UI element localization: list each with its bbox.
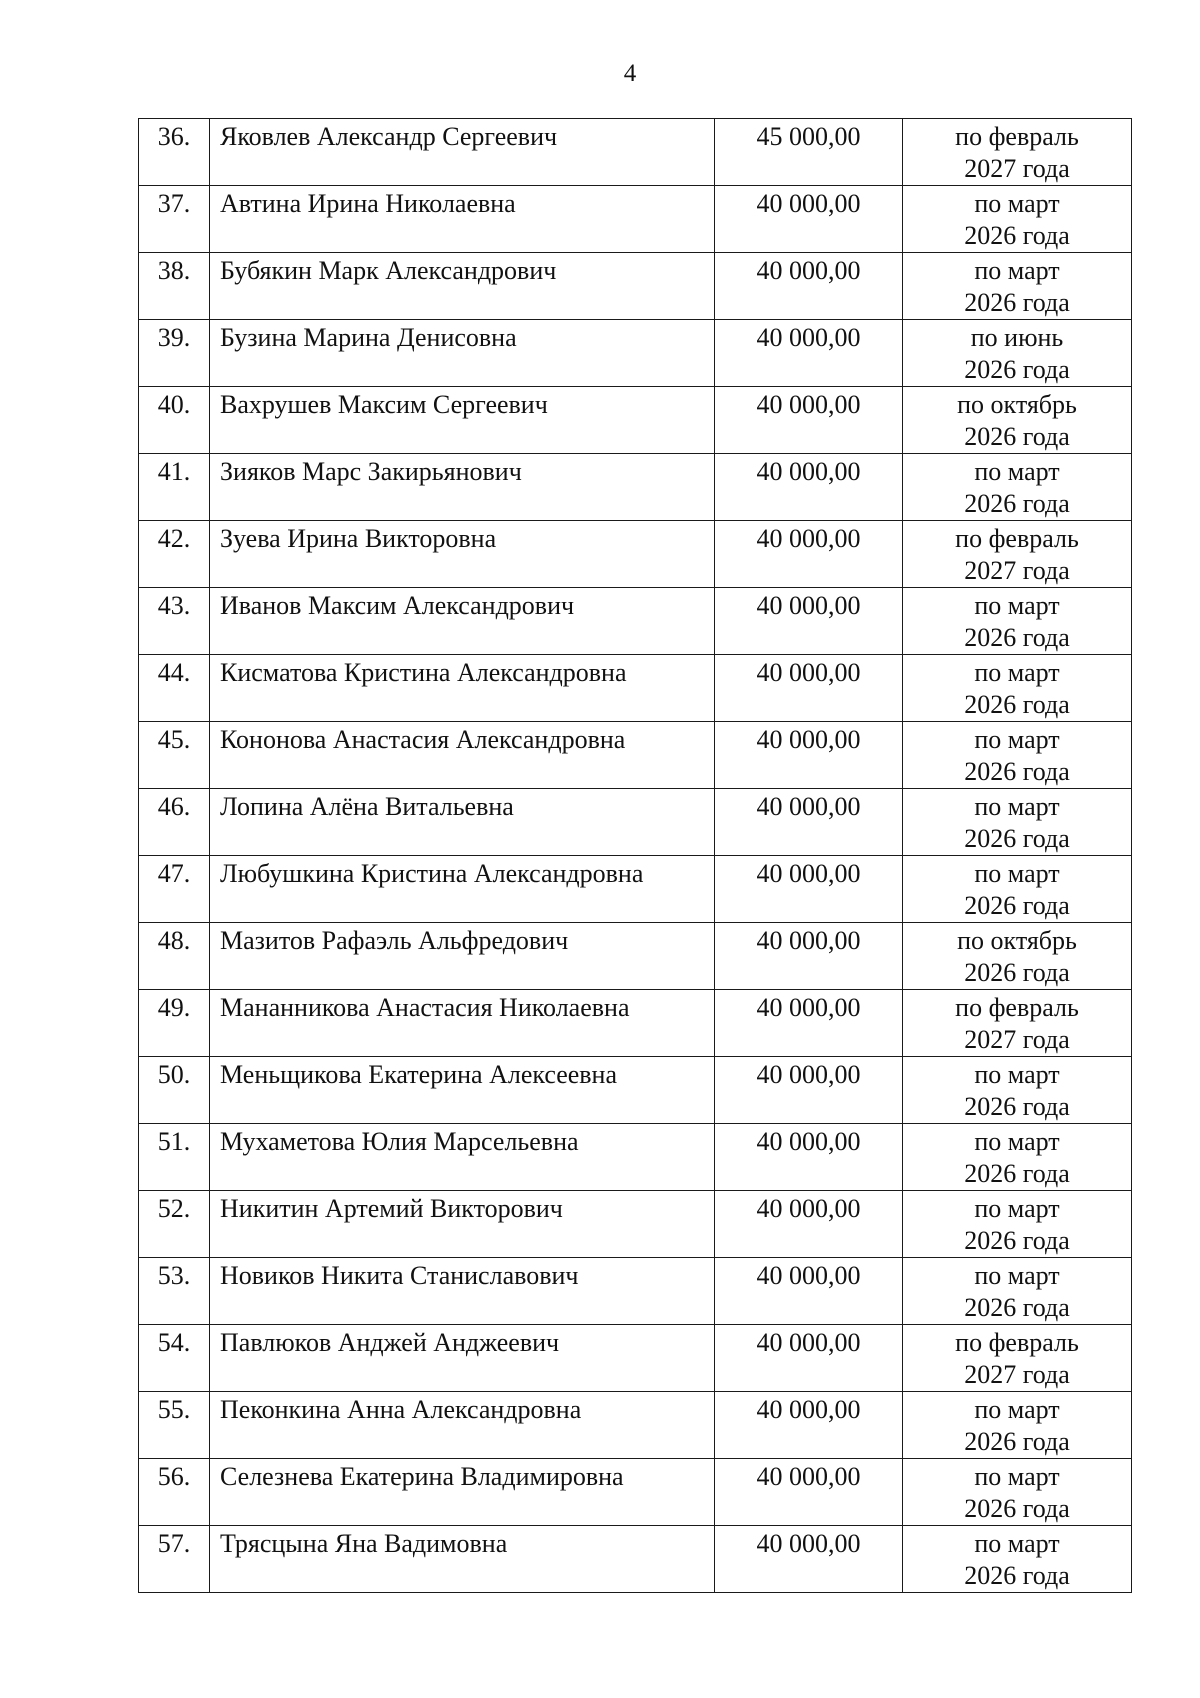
table-row: [139, 320, 1132, 387]
full-name: Любушкина Кристина Александровна: [210, 856, 715, 923]
full-name: Бубякин Марк Александрович: [210, 253, 715, 320]
term-year: 2026 года: [964, 1159, 1070, 1188]
full-name: Бузина Марина Денисовна: [210, 320, 715, 387]
amount: 40 000,00: [715, 186, 903, 253]
term: [903, 1124, 1132, 1191]
amount: 45 000,00: [715, 119, 903, 186]
term: [903, 186, 1132, 253]
term-year: 2026 года: [964, 958, 1070, 987]
term-period: по март: [974, 725, 1060, 754]
recipients-table-body: [139, 119, 1132, 1593]
row-number: 57.: [139, 1526, 210, 1593]
term-year: 2026 года: [964, 1427, 1070, 1456]
full-name: Автина Ирина Николаевна: [210, 186, 715, 253]
term: [903, 789, 1132, 856]
term: [903, 387, 1132, 454]
amount: 40 000,00: [715, 387, 903, 454]
row-number: 42.: [139, 521, 210, 588]
full-name: Яковлев Александр Сергеевич: [210, 119, 715, 186]
amount: 40 000,00: [715, 990, 903, 1057]
term-year: 2026 года: [964, 355, 1070, 384]
row-number: 49.: [139, 990, 210, 1057]
amount: 40 000,00: [715, 789, 903, 856]
table-row: [139, 722, 1132, 789]
amount: 40 000,00: [715, 454, 903, 521]
term-year: 2027 года: [964, 556, 1070, 585]
table-row: [139, 655, 1132, 722]
recipients-table: [138, 118, 1132, 1593]
term-period: по март: [974, 859, 1060, 888]
term: [903, 521, 1132, 588]
term-period: по март: [974, 792, 1060, 821]
table-row: [139, 789, 1132, 856]
term: [903, 454, 1132, 521]
row-number: 56.: [139, 1459, 210, 1526]
full-name: Пеконкина Анна Александровна: [210, 1392, 715, 1459]
amount: 40 000,00: [715, 655, 903, 722]
amount: 40 000,00: [715, 1325, 903, 1392]
table-row: [139, 588, 1132, 655]
term: [903, 1325, 1132, 1392]
amount: 40 000,00: [715, 722, 903, 789]
term: [903, 320, 1132, 387]
term-period: по февраль: [955, 524, 1079, 553]
term-period: по март: [974, 457, 1060, 486]
row-number: 53.: [139, 1258, 210, 1325]
row-number: 41.: [139, 454, 210, 521]
full-name: Иванов Максим Александрович: [210, 588, 715, 655]
full-name: Мухаметова Юлия Марсельевна: [210, 1124, 715, 1191]
amount: 40 000,00: [715, 1057, 903, 1124]
full-name: Кононова Анастасия Александровна: [210, 722, 715, 789]
page-number: 4: [623, 60, 637, 87]
term-year: 2026 года: [964, 1293, 1070, 1322]
amount: 40 000,00: [715, 923, 903, 990]
full-name: Мазитов Рафаэль Альфредович: [210, 923, 715, 990]
row-number: 45.: [139, 722, 210, 789]
full-name: Селезнева Екатерина Владимировна: [210, 1459, 715, 1526]
full-name: Новиков Никита Станиславович: [210, 1258, 715, 1325]
amount: 40 000,00: [715, 320, 903, 387]
table-row: [139, 1124, 1132, 1191]
term-period: по март: [974, 1462, 1060, 1491]
full-name: Зияков Марс Закирьянович: [210, 454, 715, 521]
full-name: Кисматова Кристина Александровна: [210, 655, 715, 722]
table-row: [139, 1325, 1132, 1392]
term-period: по март: [974, 591, 1060, 620]
term: [903, 253, 1132, 320]
row-number: 54.: [139, 1325, 210, 1392]
term-year: 2026 года: [964, 690, 1070, 719]
amount: 40 000,00: [715, 521, 903, 588]
table-row: [139, 454, 1132, 521]
term: [903, 990, 1132, 1057]
amount: 40 000,00: [715, 856, 903, 923]
amount: 40 000,00: [715, 1526, 903, 1593]
term-year: 2026 года: [964, 757, 1070, 786]
amount: 40 000,00: [715, 1392, 903, 1459]
amount: 40 000,00: [715, 1191, 903, 1258]
term-period: по октябрь: [957, 390, 1077, 419]
term: [903, 1526, 1132, 1593]
term-period: по март: [974, 189, 1060, 218]
term: [903, 722, 1132, 789]
term-year: 2026 года: [964, 422, 1070, 451]
full-name: Меньщикова Екатерина Алексеевна: [210, 1057, 715, 1124]
full-name: Трясцына Яна Вадимовна: [210, 1526, 715, 1593]
table-row: [139, 253, 1132, 320]
table-row: [139, 387, 1132, 454]
full-name: Павлюков Анджей Анджеевич: [210, 1325, 715, 1392]
full-name: Вахрушев Максим Сергеевич: [210, 387, 715, 454]
term-period: по октябрь: [957, 926, 1077, 955]
table-row: [139, 1191, 1132, 1258]
amount: 40 000,00: [715, 588, 903, 655]
term-period: по июнь: [970, 323, 1064, 352]
term-period: по март: [974, 1194, 1060, 1223]
term-year: 2026 года: [964, 1561, 1070, 1590]
table-row: [139, 856, 1132, 923]
term-period: по февраль: [955, 122, 1079, 151]
row-number: 40.: [139, 387, 210, 454]
row-number: 37.: [139, 186, 210, 253]
term: [903, 119, 1132, 186]
row-number: 46.: [139, 789, 210, 856]
table-row: [139, 521, 1132, 588]
row-number: 51.: [139, 1124, 210, 1191]
term-period: по март: [974, 1060, 1060, 1089]
term-year: 2026 года: [964, 1226, 1070, 1255]
row-number: 38.: [139, 253, 210, 320]
term: [903, 1459, 1132, 1526]
term-year: 2026 года: [964, 1092, 1070, 1121]
term-year: 2027 года: [964, 1360, 1070, 1389]
row-number: 44.: [139, 655, 210, 722]
term-year: 2026 года: [964, 489, 1070, 518]
term-period: по февраль: [955, 1328, 1079, 1357]
term-period: по март: [974, 658, 1060, 687]
row-number: 55.: [139, 1392, 210, 1459]
term: [903, 1392, 1132, 1459]
row-number: 48.: [139, 923, 210, 990]
term-year: 2027 года: [964, 1025, 1070, 1054]
table-row: [139, 1459, 1132, 1526]
term-year: 2026 года: [964, 824, 1070, 853]
table-row: [139, 1392, 1132, 1459]
term-period: по февраль: [955, 993, 1079, 1022]
full-name: Зуева Ирина Викторовна: [210, 521, 715, 588]
row-number: 39.: [139, 320, 210, 387]
table-row: [139, 119, 1132, 186]
term: [903, 655, 1132, 722]
term-year: 2027 года: [964, 154, 1070, 183]
term: [903, 923, 1132, 990]
term-period: по март: [974, 1395, 1060, 1424]
row-number: 50.: [139, 1057, 210, 1124]
table-row: [139, 1526, 1132, 1593]
amount: 40 000,00: [715, 1258, 903, 1325]
table-row: [139, 186, 1132, 253]
term-year: 2026 года: [964, 623, 1070, 652]
term-period: по март: [974, 1261, 1060, 1290]
term: [903, 1191, 1132, 1258]
term-period: по март: [974, 1529, 1060, 1558]
full-name: Никитин Артемий Викторович: [210, 1191, 715, 1258]
term-period: по март: [974, 256, 1060, 285]
term: [903, 856, 1132, 923]
amount: 40 000,00: [715, 1124, 903, 1191]
term: [903, 588, 1132, 655]
row-number: 43.: [139, 588, 210, 655]
full-name: Лопина Алёна Витальевна: [210, 789, 715, 856]
term-year: 2026 года: [964, 891, 1070, 920]
row-number: 47.: [139, 856, 210, 923]
amount: 40 000,00: [715, 1459, 903, 1526]
row-number: 36.: [139, 119, 210, 186]
term-year: 2026 года: [964, 221, 1070, 250]
amount: 40 000,00: [715, 253, 903, 320]
table-row: [139, 1057, 1132, 1124]
term-year: 2026 года: [964, 1494, 1070, 1523]
row-number: 52.: [139, 1191, 210, 1258]
table-row: [139, 923, 1132, 990]
term: [903, 1258, 1132, 1325]
term-year: 2026 года: [964, 288, 1070, 317]
table-row: [139, 990, 1132, 1057]
full-name: Мананникова Анастасия Николаевна: [210, 990, 715, 1057]
term: [903, 1057, 1132, 1124]
table-row: [139, 1258, 1132, 1325]
term-period: по март: [974, 1127, 1060, 1156]
